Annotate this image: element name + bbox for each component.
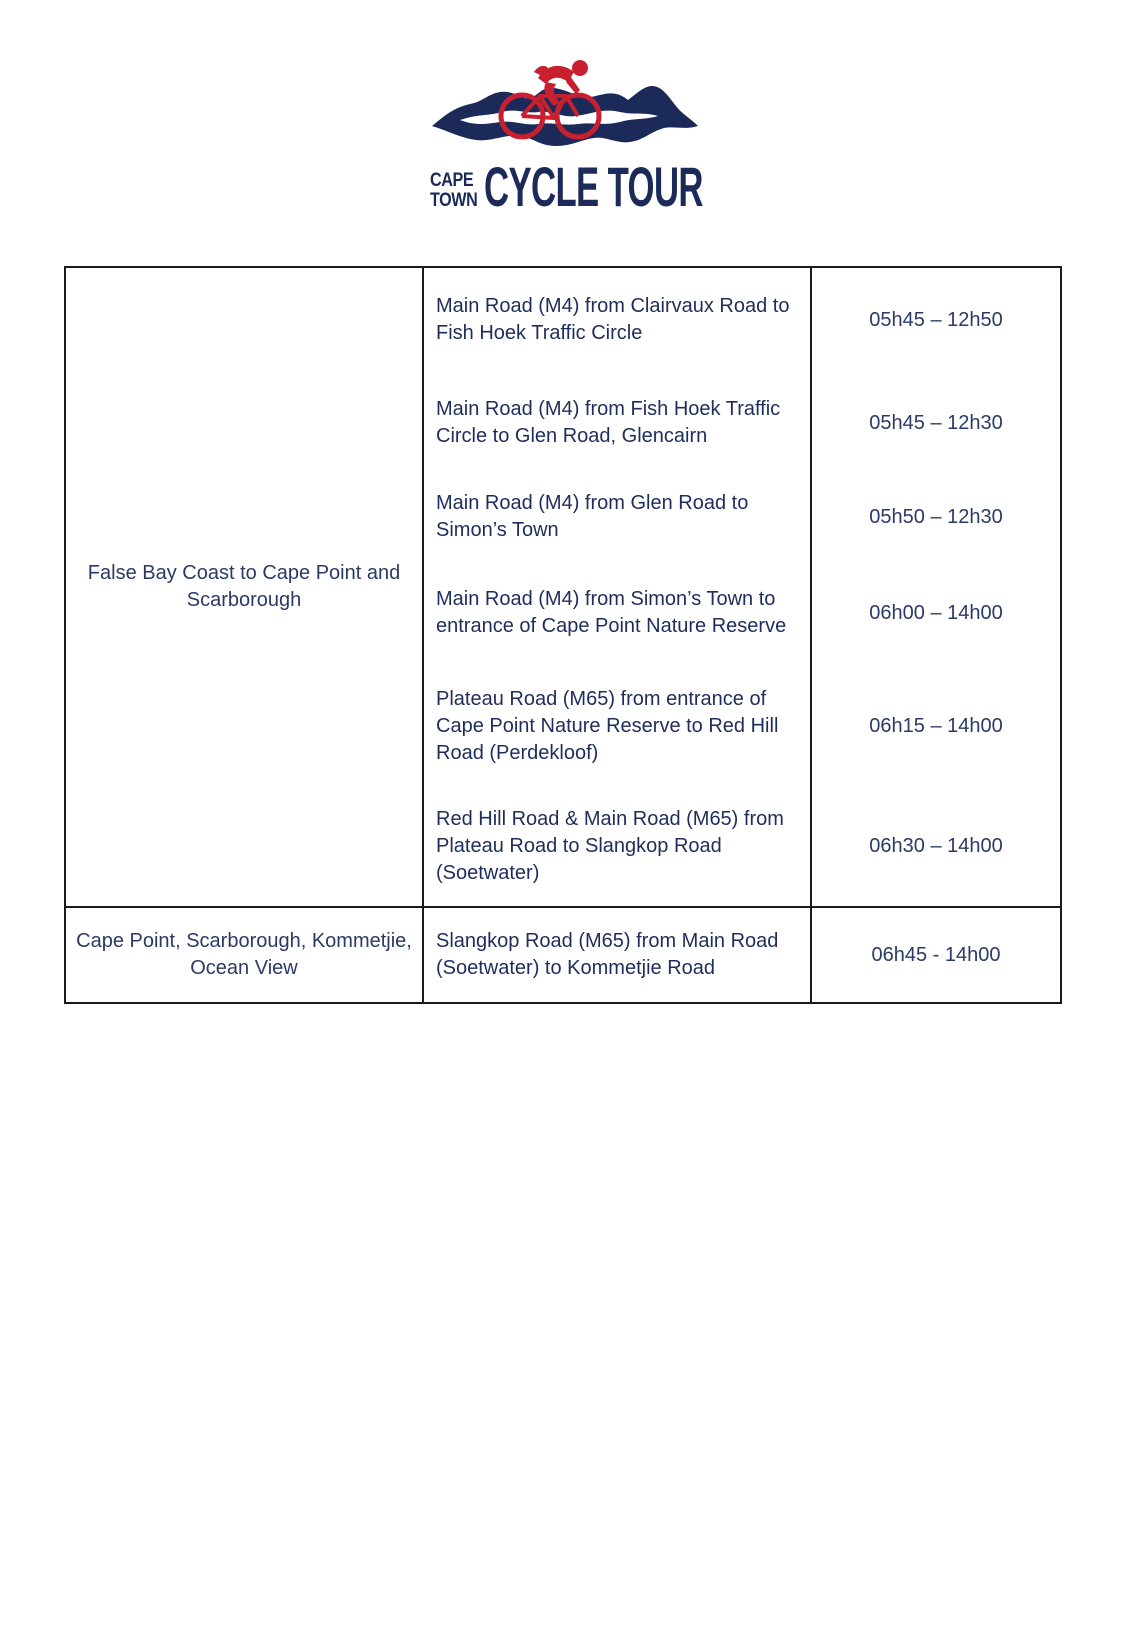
road-closures-table xyxy=(64,266,1062,1004)
time-cell: 05h45 – 12h30 xyxy=(811,372,1061,474)
logo-wordmark xyxy=(430,153,703,218)
road-cell: Main Road (M4) from Fish Hoek Traffic Circle to Glen Road, Glencairn xyxy=(423,372,811,474)
road-cell: Main Road (M4) from Clairvaux Road to Fish Hoek Traffic Circle xyxy=(423,267,811,372)
area-cell: False Bay Coast to Cape Point and Scarborough xyxy=(65,267,423,907)
time-cell: 06h30 – 14h00 xyxy=(811,786,1061,907)
cape-town-cycle-tour-logo xyxy=(430,56,703,218)
logo-cycle-tour: CYCLE TOUR xyxy=(483,155,703,218)
road-cell: Red Hill Road & Main Road (M65) from Plateau Road to Slangkop Road (Soetwater) xyxy=(423,786,811,907)
time-cell: 05h45 – 12h50 xyxy=(811,267,1061,372)
logo-cape-town xyxy=(430,171,477,211)
table-row xyxy=(65,907,1061,1003)
logo-line-town: TOWN xyxy=(430,190,478,211)
time-cell: 06h15 – 14h00 xyxy=(811,666,1061,786)
road-cell: Main Road (M4) from Glen Road to Simon’s Town xyxy=(423,474,811,560)
mountain-cyclist-icon xyxy=(430,56,700,156)
logo-line-cape: CAPE xyxy=(430,170,474,191)
road-cell: Main Road (M4) from Simon’s Town to entrance of Cape Point Nature Reserve xyxy=(423,560,811,666)
area-cell: Cape Point, Scarborough, Kommetjie, Ocean View xyxy=(65,907,423,1003)
time-cell: 06h00 – 14h00 xyxy=(811,560,1061,666)
road-cell: Plateau Road (M65) from entrance of Cape Point Nature Reserve to Red Hill Road (Perdekloof) xyxy=(423,666,811,786)
time-cell: 05h50 – 12h30 xyxy=(811,474,1061,560)
road-cell: Slangkop Road (M65) from Main Road (Soetwater) to Kommetjie Road xyxy=(423,907,811,1003)
table-row xyxy=(65,267,1061,372)
time-cell: 06h45 - 14h00 xyxy=(811,907,1061,1003)
